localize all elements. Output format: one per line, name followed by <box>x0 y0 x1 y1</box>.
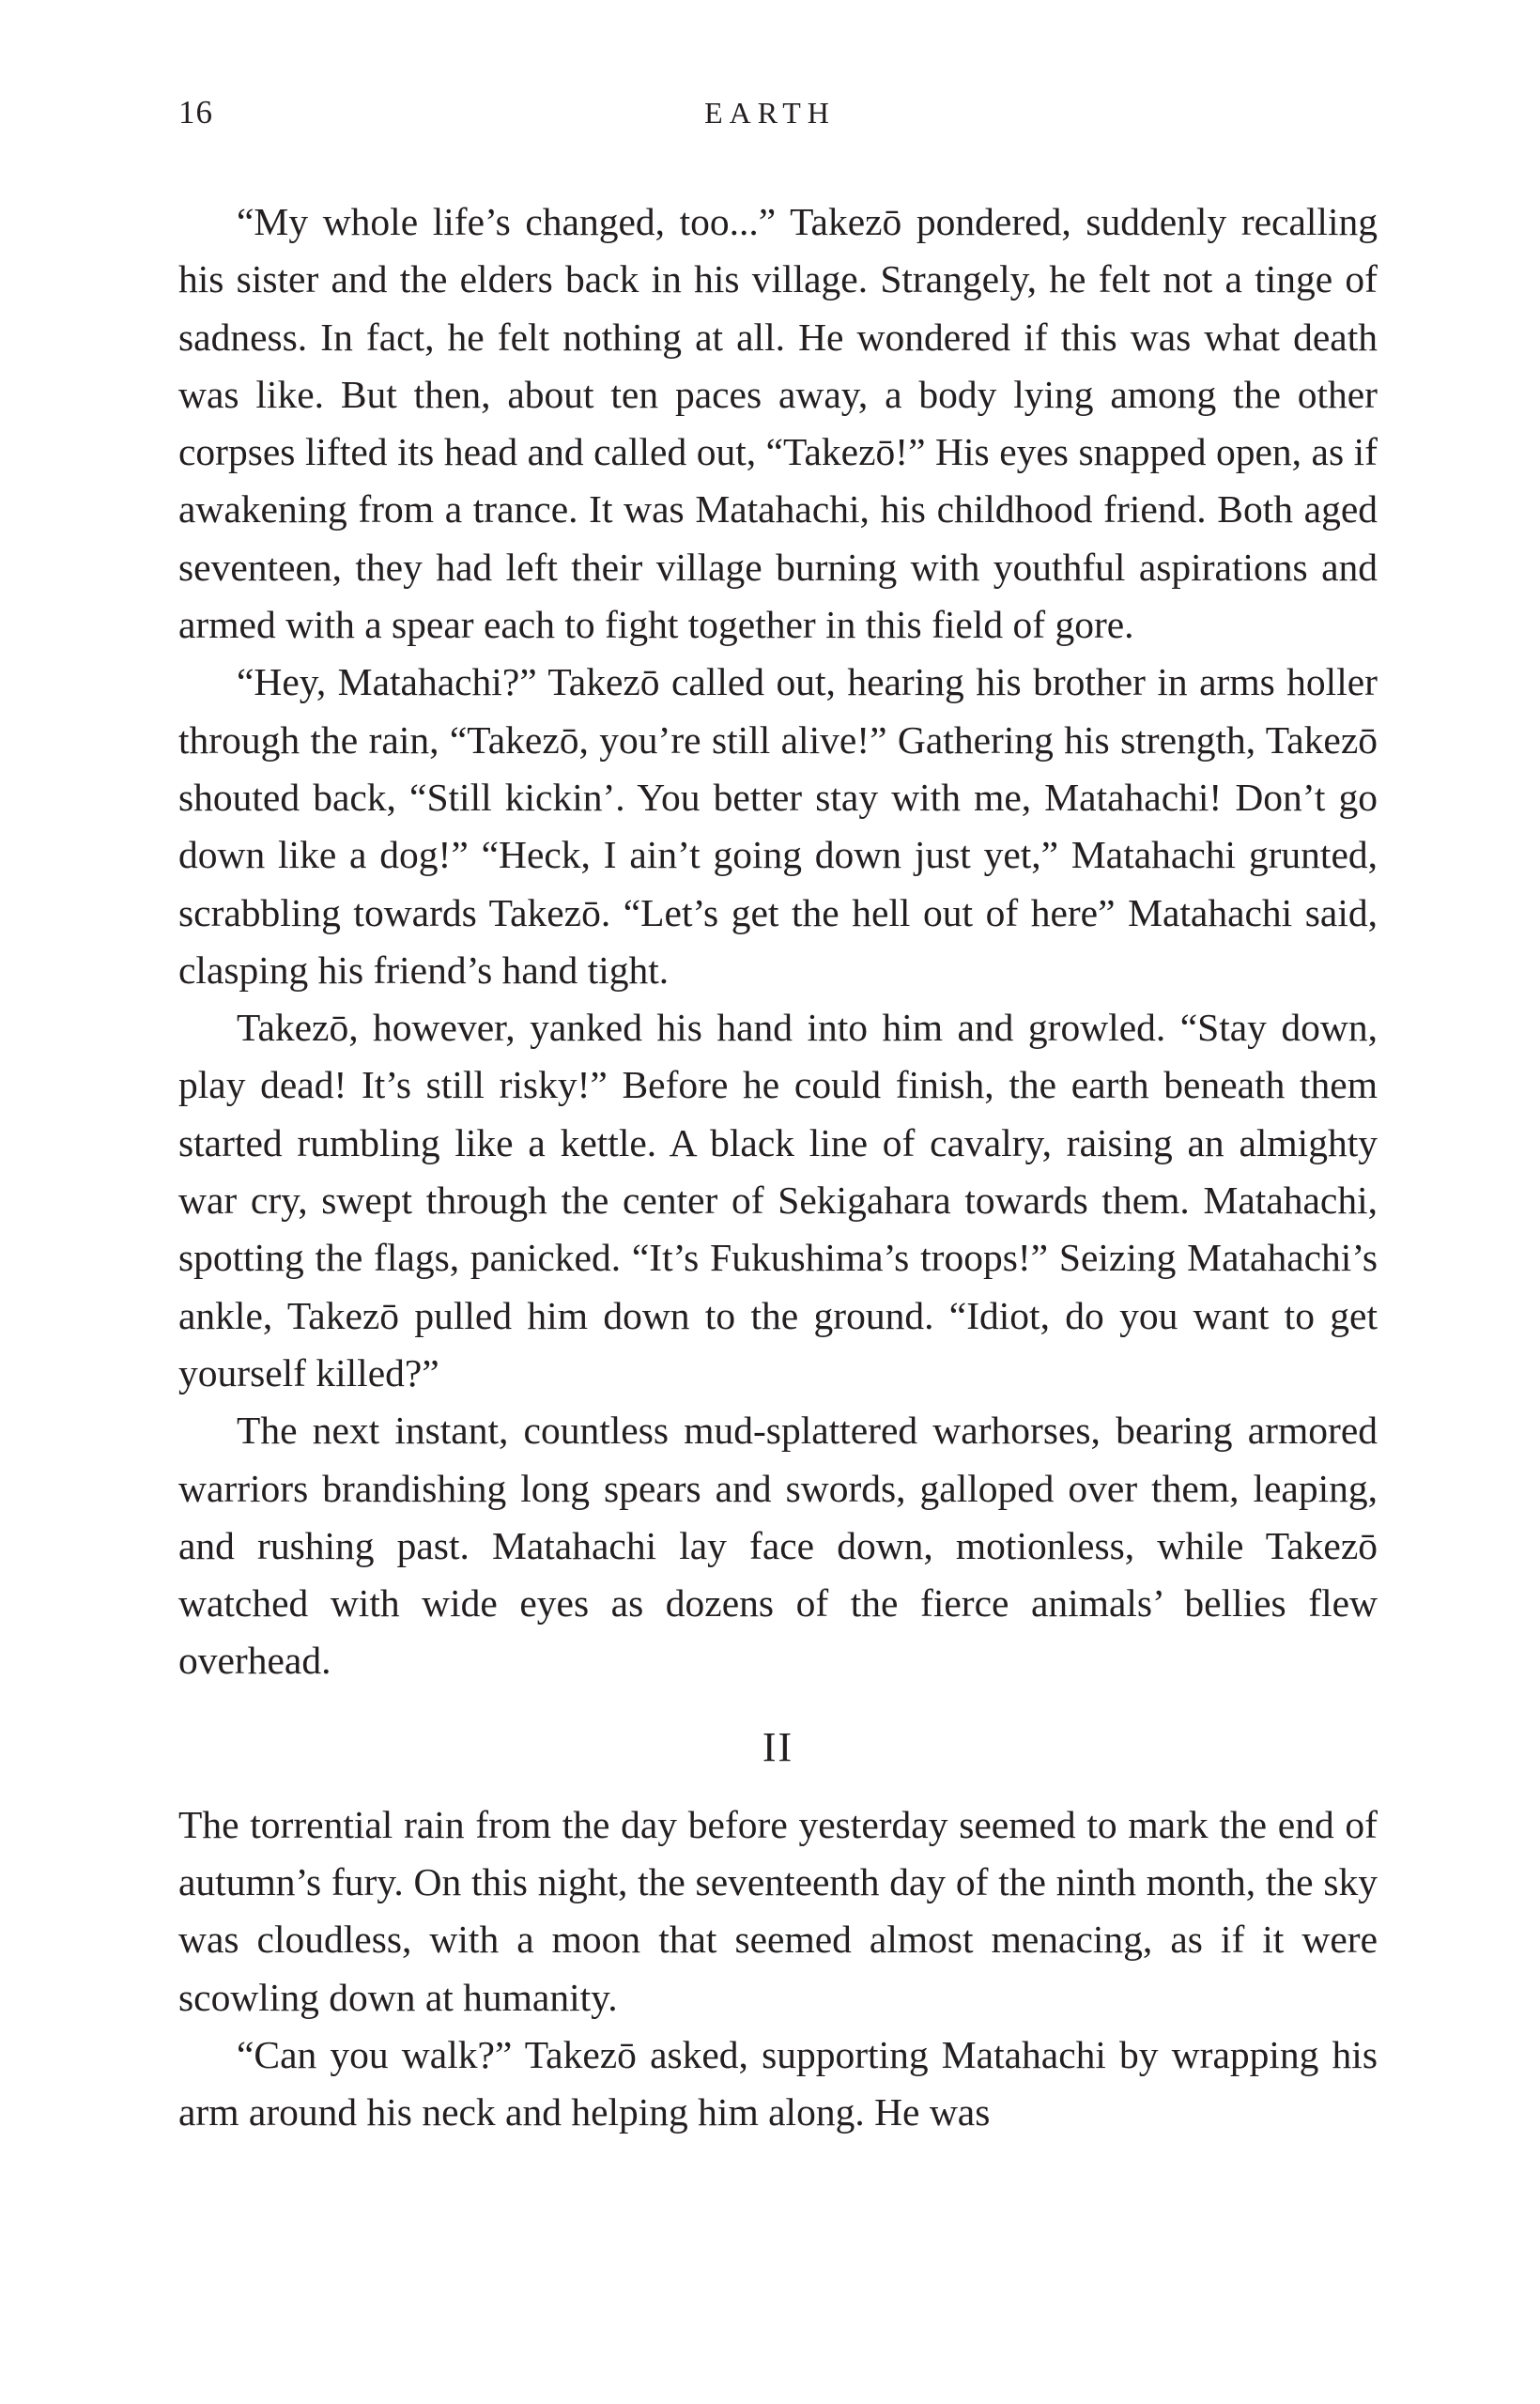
section-heading: II <box>762 1723 794 1770</box>
running-head: EARTH <box>704 96 836 130</box>
paragraph: The torrential rain from the day before yesterday seemed to mark the end of autumn’s fury. On this night, the seventeenth day of the ninth month, the sky was cloudless, with a moon that seemed almost menacing, as if it were scowling down at humanity. <box>178 1802 1378 2019</box>
paragraph: “My whole life’s changed, too...” Takezō pondered, suddenly recalling his sister and the elders back in his village. Strangely, he felt not a tinge of sadness. In fact, he felt nothing at all. He wondered if this was what death was like. But then, about ten paces away, a body lying among the other corpses lifted its head and called out, “Takezō!” His eyes snapped open, as if awakening from a trance. It was Matahachi, his childhood friend. Both aged seventeen, they had left their village burning with youthful aspirations and armed with a spear each to fight together in this field of gore. <box>178 200 1378 647</box>
paragraph: “Hey, Matahachi?” Takezō called out, hearing his brother in arms holler through the rain, “Takezō, you’re still alive!” Gathering his strength, Takezō shouted back, “Still kickin’. You better stay with me, Matahachi! Don’t go down like a dog!” “Heck, I ain’t going down just yet,” Matahachi grunted, scrabbling towards Takezō. “Let’s get the hell out of here” Matahachi said, clasping his friend’s hand tight. <box>178 660 1378 992</box>
paragraph: The next instant, countless mud-splattered warhorses, bearing armored warriors brandishing long spears and swords, galloped over them, leaping, and rushing past. Matahachi lay face down, motionless, while Takezō watched with wide eyes as dozens of the fierce animals’ bellies flew overhead. <box>178 1409 1378 1683</box>
paragraph: Takezō, however, yanked his hand into him and growled. “Stay down, play dead! It’s still risky!” Before he could finish, the earth beneath them started rumbling like a kettle. A black line of cavalry, raising an almighty war cry, swept through the center of Sekigahara towards them. Matahachi, spotting the flags, panicked. “It’s Fukushima’s troops!” Seizing Matahachi’s ankle, Takezō pulled him down to the ground. “Idiot, do you want to get yourself killed?” <box>178 1006 1378 1395</box>
body-text <box>178 193 1378 2142</box>
page-number: 16 <box>178 94 213 131</box>
paragraph: “Can you walk?” Takezō asked, supporting Matahachi by wrapping his arm around his neck and helping him along. He was <box>178 2032 1378 2134</box>
